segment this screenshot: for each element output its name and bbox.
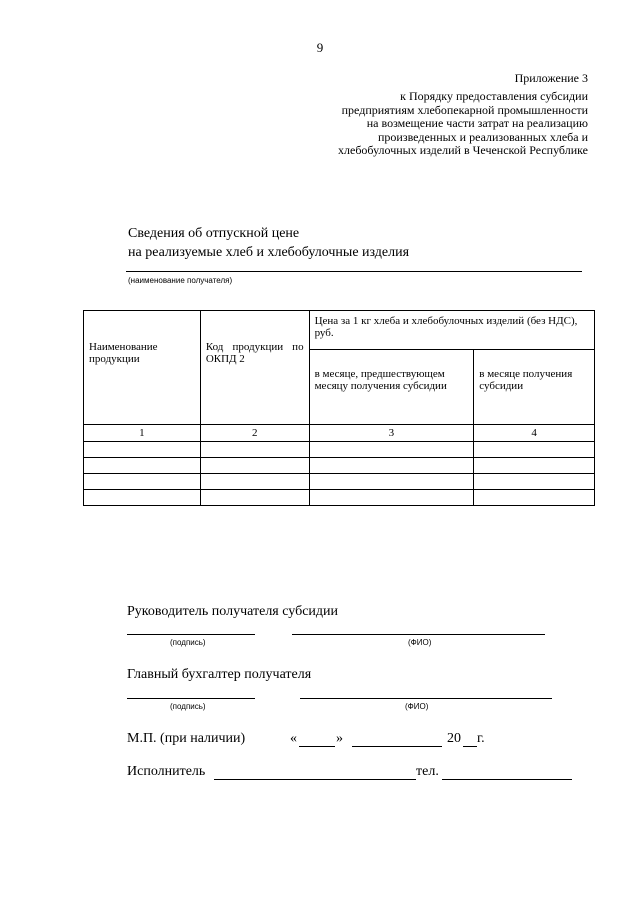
table-row: [84, 490, 595, 506]
phone-line[interactable]: [442, 779, 572, 780]
table-row: [84, 442, 595, 458]
table-cell[interactable]: [474, 474, 595, 490]
appendix-line: произведенных и реализованных хлеба и: [378, 129, 588, 144]
table-row: [84, 458, 595, 474]
table-header-row: [84, 311, 595, 350]
date-day-line[interactable]: [299, 746, 335, 747]
page-number: 9: [316, 40, 324, 55]
executor-name-line[interactable]: [214, 779, 416, 780]
accountant-title: Главный бухгалтер получателя: [127, 667, 312, 682]
column-number: 1: [84, 425, 201, 442]
recipient-caption: (наименование получателя): [128, 276, 233, 285]
document-title-line2: на реализуемые хлеб и хлебобулочные изделия: [128, 245, 410, 260]
table-cell[interactable]: [84, 442, 201, 458]
table-row: [84, 474, 595, 490]
head-title: Руководитель получателя субсидии: [127, 604, 339, 619]
appendix-title: Приложение 3: [514, 71, 588, 85]
header-previous-month: в месяце, предшествующем месяцу получения субсидии: [309, 350, 474, 425]
table-cell[interactable]: [309, 442, 474, 458]
accountant-name-caption: (ФИО): [405, 702, 429, 711]
table-cell[interactable]: [309, 490, 474, 506]
document-title-line1: Сведения об отпускной цене: [128, 226, 300, 241]
date-close-quote: »: [336, 731, 343, 746]
stamp-label: М.П. (при наличии): [127, 731, 246, 746]
table-cell[interactable]: [474, 458, 595, 474]
header-current-month: в месяце получения субсидии: [474, 350, 595, 425]
table-cell[interactable]: [200, 490, 309, 506]
header-product-code: Код продукции по ОКПД 2: [200, 311, 309, 425]
head-name-caption: (ФИО): [408, 638, 432, 647]
appendix-line: хлебобулочных изделий в Чеченской Республике: [338, 143, 588, 157]
table-cell[interactable]: [200, 442, 309, 458]
date-year-suffix: г.: [477, 731, 485, 746]
appendix-line: к Порядку предоставления субсидии: [400, 89, 588, 103]
table-cell[interactable]: [309, 458, 474, 474]
date-month-line[interactable]: [352, 746, 442, 747]
head-signature-caption: (подпись): [170, 638, 206, 647]
date-year-prefix: 20: [447, 731, 461, 746]
accountant-name-line[interactable]: [300, 698, 552, 699]
table-cell[interactable]: [474, 442, 595, 458]
table-cell[interactable]: [84, 474, 201, 490]
accountant-signature-line[interactable]: [127, 698, 255, 699]
table-cell[interactable]: [200, 458, 309, 474]
table-number-row: [84, 425, 595, 442]
recipient-name-line[interactable]: [126, 271, 582, 272]
column-number: 4: [474, 425, 595, 442]
header-product-name: Наименование продукции: [84, 311, 201, 425]
header-price: Цена за 1 кг хлеба и хлебобулочных изделий (без НДС), руб.: [309, 311, 594, 350]
date-year-line[interactable]: [463, 746, 477, 747]
appendix-reference: [338, 90, 588, 158]
table-cell[interactable]: [309, 474, 474, 490]
date-open-quote: «: [290, 731, 297, 746]
appendix-line: предприятиям хлебопекарной промышленности: [341, 102, 588, 117]
price-table: [83, 310, 595, 506]
phone-label: тел.: [416, 764, 439, 779]
column-number: 3: [309, 425, 474, 442]
table-cell[interactable]: [84, 458, 201, 474]
appendix-line: на возмещение части затрат на реализацию: [366, 116, 588, 130]
head-signature-line[interactable]: [127, 634, 255, 635]
table-cell[interactable]: [474, 490, 595, 506]
executor-label: Исполнитель: [127, 764, 206, 779]
head-name-line[interactable]: [292, 634, 545, 635]
table-cell[interactable]: [200, 474, 309, 490]
accountant-signature-caption: (подпись): [170, 702, 206, 711]
column-number: 2: [200, 425, 309, 442]
table-cell[interactable]: [84, 490, 201, 506]
document-title: [128, 224, 409, 262]
